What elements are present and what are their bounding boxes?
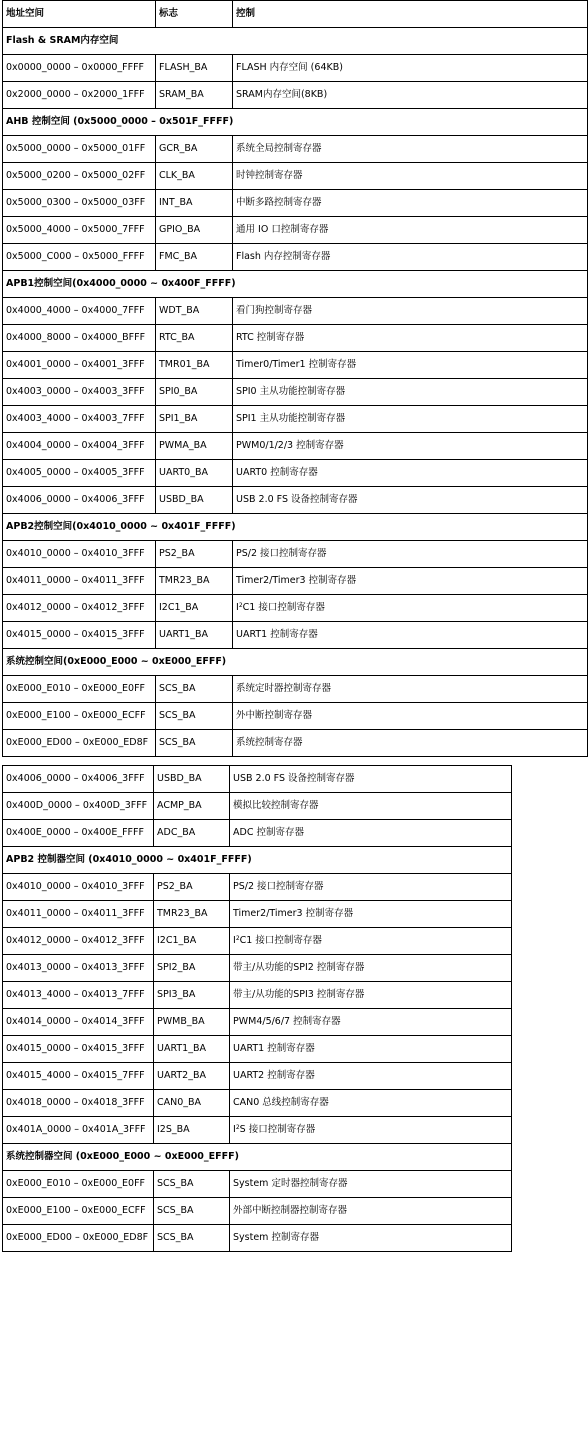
description-prefix: I	[236, 602, 239, 614]
table-row	[3, 379, 588, 406]
address-range-cell: 0x4003_4000 – 0x4003_7FFF	[3, 406, 156, 433]
address-range-cell: 0xE000_E010 – 0xE000_E0FF	[3, 676, 156, 703]
address-range-cell: 0xE000_ED00 – 0xE000_ED8F	[3, 1225, 154, 1252]
description-superscript: 2	[235, 935, 240, 943]
description-cell: USB 2.0 FS 设备控制寄存器	[233, 487, 588, 514]
table-row	[3, 1036, 512, 1063]
address-range-cell: 0x4000_8000 – 0x4000_BFFF	[3, 325, 156, 352]
address-range-cell: 0x4014_0000 – 0x4014_3FFF	[3, 1009, 154, 1036]
table-row	[3, 730, 588, 757]
base-tag-cell: GPIO_BA	[156, 217, 233, 244]
table-row	[3, 766, 512, 793]
base-tag-cell: ADC_BA	[154, 820, 230, 847]
section-title: 系统控制空间(0xE000_E000 ~ 0xE000_EFFF)	[3, 649, 588, 676]
address-range-cell: 0x5000_4000 – 0x5000_7FFF	[3, 217, 156, 244]
description-cell: Timer2/Timer3 控制寄存器	[233, 568, 588, 595]
description-prefix: I	[233, 935, 236, 947]
table-row	[3, 568, 588, 595]
section-title: APB2控制空间(0x4010_0000 ~ 0x401F_FFFF)	[3, 514, 588, 541]
address-range-cell: 0x5000_0200 – 0x5000_02FF	[3, 163, 156, 190]
base-tag-cell: I2C1_BA	[154, 928, 230, 955]
description-cell: 外中断控制寄存器	[233, 703, 588, 730]
description-cell: System 定时器控制寄存器	[230, 1171, 512, 1198]
section-header-row	[3, 514, 588, 541]
base-tag-cell: PWMB_BA	[154, 1009, 230, 1036]
address-range-cell: 0x2000_0000 – 0x2000_1FFF	[3, 82, 156, 109]
base-tag-cell: TMR23_BA	[156, 568, 233, 595]
base-tag-cell: SCS_BA	[156, 676, 233, 703]
address-range-cell: 0x0000_0000 – 0x0000_FFFF	[3, 55, 156, 82]
base-tag-cell: FMC_BA	[156, 244, 233, 271]
base-tag-cell: I2C1_BA	[156, 595, 233, 622]
description-cell: 系统定时器控制寄存器	[233, 676, 588, 703]
description-cell	[233, 595, 588, 622]
base-tag-cell: WDT_BA	[156, 298, 233, 325]
address-range-cell: 0x400E_0000 – 0x400E_FFFF	[3, 820, 154, 847]
address-range-cell: 0xE000_E010 – 0xE000_E0FF	[3, 1171, 154, 1198]
section-header-row	[3, 1144, 512, 1171]
table-row	[3, 352, 588, 379]
section-title: Flash & SRAM内存空间	[3, 28, 588, 55]
base-tag-cell: SCS_BA	[154, 1198, 230, 1225]
base-tag-cell: TMR01_BA	[156, 352, 233, 379]
description-cell: UART2 控制寄存器	[230, 1063, 512, 1090]
description-cell: 看门狗控制寄存器	[233, 298, 588, 325]
base-tag-cell: SCS_BA	[156, 703, 233, 730]
base-tag-cell: GCR_BA	[156, 136, 233, 163]
section-header-row	[3, 847, 512, 874]
address-range-cell: 0x401A_0000 – 0x401A_3FFF	[3, 1117, 154, 1144]
description-cell: Flash 内存控制寄存器	[233, 244, 588, 271]
address-range-cell: 0x4000_4000 – 0x4000_7FFF	[3, 298, 156, 325]
address-range-cell: 0xE000_ED00 – 0xE000_ED8F	[3, 730, 156, 757]
address-range-cell: 0x5000_0000 – 0x5000_01FF	[3, 136, 156, 163]
address-range-cell: 0x4001_0000 – 0x4001_3FFF	[3, 352, 156, 379]
table-row	[3, 487, 588, 514]
address-range-cell: 0x4015_0000 – 0x4015_3FFF	[3, 1036, 154, 1063]
section-header-row	[3, 271, 588, 298]
description-cell: 带主/从功能的SPI3 控制寄存器	[230, 982, 512, 1009]
description-cell: 时钟控制寄存器	[233, 163, 588, 190]
table-row	[3, 136, 588, 163]
table-row	[3, 901, 512, 928]
table-row	[3, 595, 588, 622]
table-row	[3, 433, 588, 460]
base-tag-cell: SPI0_BA	[156, 379, 233, 406]
table-row	[3, 244, 588, 271]
table-row	[3, 982, 512, 1009]
description-cell: 系统全局控制寄存器	[233, 136, 588, 163]
base-tag-cell: UART2_BA	[154, 1063, 230, 1090]
description-cell: 中断多路控制寄存器	[233, 190, 588, 217]
description-cell: System 控制寄存器	[230, 1225, 512, 1252]
section-title: APB2 控制器空间 (0x4010_0000 ~ 0x401F_FFFF)	[3, 847, 512, 874]
base-tag-cell: SRAM_BA	[156, 82, 233, 109]
table-row	[3, 955, 512, 982]
base-tag-cell: PWMA_BA	[156, 433, 233, 460]
address-range-cell: 0x4018_0000 – 0x4018_3FFF	[3, 1090, 154, 1117]
section-header-row	[3, 28, 588, 55]
base-tag-cell: CLK_BA	[156, 163, 233, 190]
description-cell: Timer0/Timer1 控制寄存器	[233, 352, 588, 379]
table-row	[3, 325, 588, 352]
table-row	[3, 1171, 512, 1198]
base-tag-cell: PS2_BA	[156, 541, 233, 568]
address-range-cell: 0x5000_0300 – 0x5000_03FF	[3, 190, 156, 217]
base-tag-cell: SPI2_BA	[154, 955, 230, 982]
base-tag-cell: I2S_BA	[154, 1117, 230, 1144]
description-suffix: C1 接口控制寄存器	[242, 602, 325, 614]
base-tag-cell: PS2_BA	[154, 874, 230, 901]
table-row	[3, 460, 588, 487]
description-cell: 系统控制寄存器	[233, 730, 588, 757]
address-range-cell: 0x4010_0000 – 0x4010_3FFF	[3, 874, 154, 901]
address-range-cell: 0x4012_0000 – 0x4012_3FFF	[3, 595, 156, 622]
table-row	[3, 1225, 512, 1252]
address-column-header: 地址空间	[3, 1, 156, 28]
table-row	[3, 793, 512, 820]
address-range-cell: 0x4004_0000 – 0x4004_3FFF	[3, 433, 156, 460]
section-header-row	[3, 109, 588, 136]
address-range-cell: 0x4006_0000 – 0x4006_3FFF	[3, 766, 154, 793]
base-tag-cell: TMR23_BA	[154, 901, 230, 928]
table-row	[3, 1063, 512, 1090]
table-row	[3, 928, 512, 955]
base-tag-cell: UART1_BA	[156, 622, 233, 649]
address-range-cell: 0x4006_0000 – 0x4006_3FFF	[3, 487, 156, 514]
address-range-cell: 0x400D_0000 – 0x400D_3FFF	[3, 793, 154, 820]
table-row	[3, 217, 588, 244]
table-row	[3, 703, 588, 730]
description-cell: UART0 控制寄存器	[233, 460, 588, 487]
address-range-cell: 0x4005_0000 – 0x4005_3FFF	[3, 460, 156, 487]
table-header-row	[3, 1, 588, 28]
address-range-cell: 0x4011_0000 – 0x4011_3FFF	[3, 901, 154, 928]
base-tag-cell: INT_BA	[156, 190, 233, 217]
table-row	[3, 1117, 512, 1144]
description-superscript: 2	[238, 602, 243, 610]
table-row	[3, 406, 588, 433]
address-range-cell: 0xE000_E100 – 0xE000_ECFF	[3, 1198, 154, 1225]
table-row	[3, 1198, 512, 1225]
tag-column-header: 标志	[156, 1, 233, 28]
address-range-cell: 0x4012_0000 – 0x4012_3FFF	[3, 928, 154, 955]
memory-map-table-2	[2, 765, 512, 1252]
address-range-cell: 0x4013_4000 – 0x4013_7FFF	[3, 982, 154, 1009]
table-row	[3, 541, 588, 568]
table-row	[3, 298, 588, 325]
table-row	[3, 55, 588, 82]
description-cell: PS/2 接口控制寄存器	[230, 874, 512, 901]
description-cell: USB 2.0 FS 设备控制寄存器	[230, 766, 512, 793]
base-tag-cell: SPI3_BA	[154, 982, 230, 1009]
description-cell: SRAM内存空间(8KB)	[233, 82, 588, 109]
table-row	[3, 1009, 512, 1036]
section-title: 系统控制器空间 (0xE000_E000 ~ 0xE000_EFFF)	[3, 1144, 512, 1171]
table-row	[3, 163, 588, 190]
table-row	[3, 82, 588, 109]
base-tag-cell: UART1_BA	[154, 1036, 230, 1063]
base-tag-cell: SCS_BA	[154, 1171, 230, 1198]
base-tag-cell: SPI1_BA	[156, 406, 233, 433]
description-prefix: I	[233, 1124, 236, 1136]
base-tag-cell: CAN0_BA	[154, 1090, 230, 1117]
base-tag-cell: USBD_BA	[156, 487, 233, 514]
description-cell	[230, 928, 512, 955]
description-cell: SPI1 主从功能控制寄存器	[233, 406, 588, 433]
description-suffix: S 接口控制寄存器	[239, 1124, 316, 1136]
base-tag-cell: FLASH_BA	[156, 55, 233, 82]
description-cell: 外部中断控制器控制寄存器	[230, 1198, 512, 1225]
description-cell: PWM4/5/6/7 控制寄存器	[230, 1009, 512, 1036]
description-cell: PWM0/1/2/3 控制寄存器	[233, 433, 588, 460]
description-cell: UART1 控制寄存器	[233, 622, 588, 649]
description-cell	[230, 1117, 512, 1144]
description-cell: UART1 控制寄存器	[230, 1036, 512, 1063]
description-cell: RTC 控制寄存器	[233, 325, 588, 352]
base-tag-cell: USBD_BA	[154, 766, 230, 793]
address-range-cell: 0x4003_0000 – 0x4003_3FFF	[3, 379, 156, 406]
description-cell: CAN0 总线控制寄存器	[230, 1090, 512, 1117]
table-row	[3, 1090, 512, 1117]
address-range-cell: 0x4015_0000 – 0x4015_3FFF	[3, 622, 156, 649]
description-cell: SPI0 主从功能控制寄存器	[233, 379, 588, 406]
table-row	[3, 874, 512, 901]
address-range-cell: 0x4015_4000 – 0x4015_7FFF	[3, 1063, 154, 1090]
address-range-cell: 0x4013_0000 – 0x4013_3FFF	[3, 955, 154, 982]
base-tag-cell: UART0_BA	[156, 460, 233, 487]
description-cell: FLASH 内存空间 (64KB)	[233, 55, 588, 82]
section-title: APB1控制空间(0x4000_0000 ~ 0x400F_FFFF)	[3, 271, 588, 298]
control-column-header: 控制	[233, 1, 588, 28]
description-cell: Timer2/Timer3 控制寄存器	[230, 901, 512, 928]
table-row	[3, 622, 588, 649]
description-superscript: 2	[235, 1124, 240, 1132]
description-suffix: C1 接口控制寄存器	[239, 935, 322, 947]
base-tag-cell: RTC_BA	[156, 325, 233, 352]
memory-map-table-1	[2, 0, 588, 757]
address-range-cell: 0x4010_0000 – 0x4010_3FFF	[3, 541, 156, 568]
section-header-row	[3, 649, 588, 676]
description-cell: PS/2 接口控制寄存器	[233, 541, 588, 568]
description-cell: ADC 控制寄存器	[230, 820, 512, 847]
table-row	[3, 820, 512, 847]
base-tag-cell: SCS_BA	[156, 730, 233, 757]
description-cell: 带主/从功能的SPI2 控制寄存器	[230, 955, 512, 982]
base-tag-cell: ACMP_BA	[154, 793, 230, 820]
address-range-cell: 0x5000_C000 – 0x5000_FFFF	[3, 244, 156, 271]
table-row	[3, 676, 588, 703]
description-cell: 模拟比较控制寄存器	[230, 793, 512, 820]
address-range-cell: 0x4011_0000 – 0x4011_3FFF	[3, 568, 156, 595]
table-row	[3, 190, 588, 217]
description-cell: 通用 IO 口控制寄存器	[233, 217, 588, 244]
address-range-cell: 0xE000_E100 – 0xE000_ECFF	[3, 703, 156, 730]
base-tag-cell: SCS_BA	[154, 1225, 230, 1252]
section-title: AHB 控制空间 (0x5000_0000 – 0x501F_FFFF)	[3, 109, 588, 136]
